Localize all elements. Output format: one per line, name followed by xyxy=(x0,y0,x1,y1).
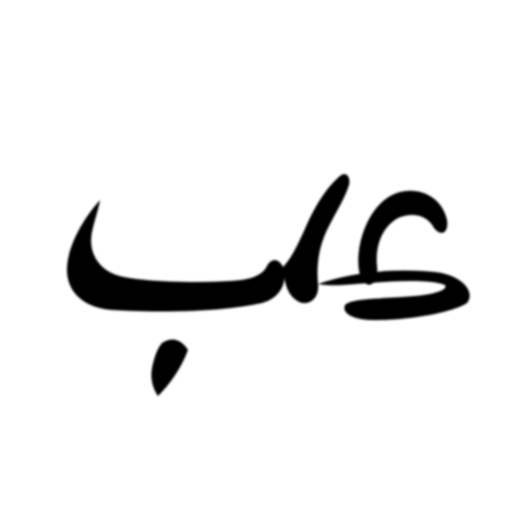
letter-dot xyxy=(151,339,188,396)
letter-ba-bowl xyxy=(67,200,285,312)
letter-ayn-head xyxy=(318,271,470,321)
